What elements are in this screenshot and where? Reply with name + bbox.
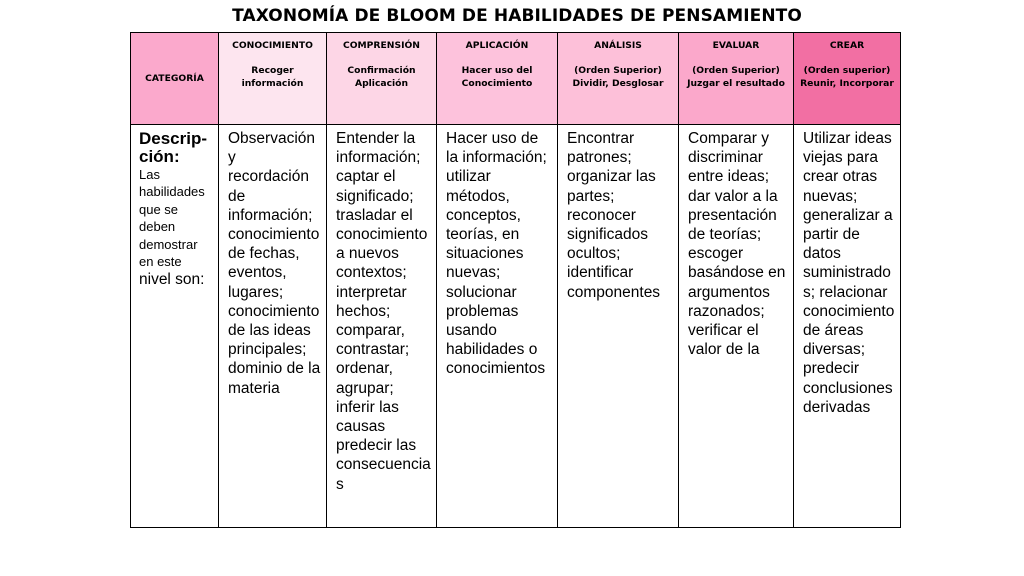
cell-aplicacion: Hacer uso de la información; utilizar métodos, conceptos, teorías, en situaciones nuevas; solucionar problemas usando habilidades o conocimientos [437,125,558,528]
column-name: CONOCIMIENTO [232,40,313,51]
header-conocimiento [219,33,327,125]
column-name: CREAR [829,40,865,51]
category-header [131,33,219,125]
column-description: (Orden superior) Reunir, Incorporar [800,65,894,89]
header-comprension [327,33,437,125]
cell-conocimiento: Observación y recordación de información; conocimiento de fechas, eventos, lugares; conocimiento de las ideas principales; dominio de la materia [219,125,327,528]
column-description: (Orden Superior) Dividir, Desglosar [572,65,664,89]
column-name: COMPRENSIÓN [342,40,420,51]
cell-comprension: Entender la información; captar el significado; trasladar el conocimiento a nuevos contextos; interpretar hechos; comparar, contrastar; ordenar, agrupar; inferir las causas predecir las consecuencias [327,125,437,528]
column-description: (Orden Superior) Juzgar el resultado [687,65,785,89]
page-title: TAXONOMÍA DE BLOOM DE HABILIDADES DE PENSAMIENTO [232,6,802,26]
cell-crear: Utilizar ideas viejas para crear otras nuevas; generalizar a partir de datos suministrados; relacionar conocimiento de áreas diversas; predecir conclusiones derivadas [794,125,901,528]
row-label-text-end: nivel son: [139,271,205,289]
cell-analisis: Encontrar patrones; organizar las partes; reconocer significados ocultos; identificar componentes [558,125,679,528]
row-label-cell [131,125,219,528]
header-evaluar [679,33,794,125]
column-name: ANÁLISIS [594,40,642,51]
column-description: Hacer uso del Conocimiento [461,65,533,89]
category-label: CATEGORÍA [145,73,204,84]
column-name: APLICACIÓN [465,40,529,51]
row-label-title: Descrip-ción: [139,129,208,166]
cell-evaluar: Comparar y discriminar entre ideas; dar valor a la presentación de teorías; escoger basándose en argumentos razonados; verificar el valor de la [679,125,794,528]
header-crear [794,33,901,125]
column-description: Recoger información [241,65,304,89]
description-row [131,125,901,528]
column-description: Confirmación Aplicación [347,65,416,89]
column-name: EVALUAR [712,40,760,51]
bloom-taxonomy-table [130,32,901,528]
header-row [131,33,901,125]
row-label-text: Las habilidades que se deben demostrar en este [139,167,205,270]
header-analisis [558,33,679,125]
header-aplicacion [437,33,558,125]
